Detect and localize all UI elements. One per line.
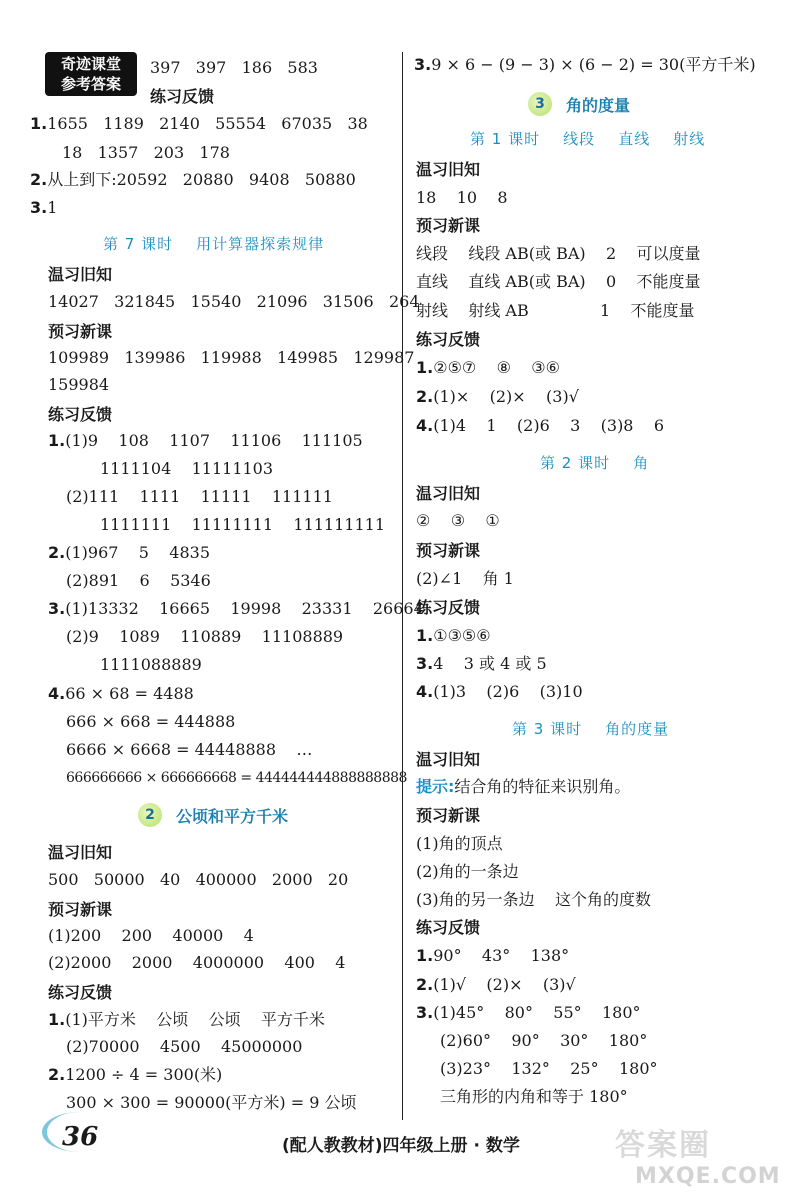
watermark-logo-text: 答案圈 bbox=[615, 1128, 711, 1163]
answer-row: 1.90° 43° 138° bbox=[416, 946, 570, 965]
answer-row: 18 1357 203 178 bbox=[62, 143, 230, 162]
answer-row: 2.1200 ÷ 4 = 300(米) bbox=[48, 1065, 223, 1084]
answer-row: (2)111 1111 11111 111111 bbox=[66, 487, 333, 506]
lesson-heading: 第 3 课时 角的度量 bbox=[512, 720, 670, 738]
answer-row: 1111088889 bbox=[100, 655, 202, 674]
answer-row: 1.②⑤⑦ ⑧ ③⑥ bbox=[416, 358, 560, 377]
answer-row: (2)891 6 5346 bbox=[66, 571, 211, 590]
brand-logo bbox=[45, 52, 137, 96]
feedback-heading: 练习反馈 bbox=[48, 983, 113, 1002]
answer-row: (2)2000 2000 4000000 400 4 bbox=[48, 953, 346, 972]
answer-row: 4.(1)4 1 (2)6 3 (3)8 6 bbox=[416, 416, 665, 435]
feedback-heading: 练习反馈 bbox=[416, 918, 481, 937]
answer-row: 666666666 × 666666668 = 444444444888888888 bbox=[66, 770, 407, 786]
answer-row: 1.1655 1189 2140 55554 67035 38 bbox=[30, 114, 368, 133]
review-heading: 温习旧知 bbox=[48, 265, 113, 284]
answer-row: 109989 139986 119988 149985 129987 bbox=[48, 348, 415, 367]
watermark bbox=[615, 1120, 790, 1200]
answer-row: 4.(1)3 (2)6 (3)10 bbox=[416, 682, 583, 701]
answer-row: 6666 × 6668 = 44448888 … bbox=[66, 740, 313, 759]
unit-number-badge: 2 bbox=[138, 803, 162, 827]
review-heading: 温习旧知 bbox=[416, 484, 481, 503]
preview-heading: 预习新课 bbox=[48, 322, 113, 341]
unit-heading bbox=[528, 92, 630, 116]
answer-row: 500 50000 40 400000 2000 20 bbox=[48, 870, 349, 889]
unit-title: 角的度量 bbox=[566, 95, 631, 115]
answer-row: 1111104 11111103 bbox=[100, 459, 274, 478]
preview-heading: 预习新课 bbox=[48, 900, 113, 919]
answer-row: 3.(1)13332 16665 19998 23331 26664 bbox=[48, 599, 424, 618]
answer-row: (2)角的一条边 bbox=[416, 862, 519, 881]
feedback-heading: 练习反馈 bbox=[150, 87, 215, 106]
answer-row: (3)角的另一条边 这个角的度数 bbox=[416, 890, 652, 909]
answer-row: 18 10 8 bbox=[416, 188, 508, 207]
answer-row: 1.(1)平方米 公顷 公顷 平方千米 bbox=[48, 1010, 325, 1029]
answer-row: 三角形的内角和等于 180° bbox=[440, 1087, 628, 1106]
answer-row: 3.(1)45° 80° 55° 180° bbox=[416, 1003, 641, 1022]
answer-row: 3.9 × 6 − (9 − 3) × (6 − 2) = 30(平方千米) bbox=[414, 55, 756, 74]
preview-heading: 预习新课 bbox=[416, 541, 481, 560]
answer-row: (2)∠1 角 1 bbox=[416, 569, 514, 588]
preview-heading: 预习新课 bbox=[416, 216, 481, 235]
answer-row: 直线 直线 AB(或 BA) 0 不能度量 bbox=[416, 272, 701, 291]
answer-row: 300 × 300 = 90000(平方米) = 9 公顷 bbox=[66, 1093, 357, 1112]
hint-row: 提示:结合角的特征来识别角。 bbox=[416, 777, 631, 796]
answer-row: 3.1 bbox=[30, 198, 58, 217]
hint-label: 提示: bbox=[416, 777, 455, 796]
answer-row: 159984 bbox=[48, 375, 110, 394]
answer-row: 2.(1)967 5 4835 bbox=[48, 543, 211, 562]
feedback-heading: 练习反馈 bbox=[48, 405, 113, 424]
lesson-heading: 第 7 课时 用计算器探索规律 bbox=[103, 235, 325, 253]
lesson-heading: 第 1 课时 线段 直线 射线 bbox=[470, 130, 706, 148]
watermark-url: MXQE.COM bbox=[635, 1164, 781, 1189]
preview-heading: 预习新课 bbox=[416, 806, 481, 825]
answer-row: (3)23° 132° 25° 180° bbox=[440, 1059, 658, 1078]
page-number: 36 bbox=[62, 1122, 99, 1152]
answer-row: 1.(1)9 108 1107 11106 111105 bbox=[48, 431, 363, 450]
brand-line-1: 奇迹课堂 bbox=[60, 55, 121, 73]
review-heading: 温习旧知 bbox=[48, 843, 113, 862]
answer-row: 射线 射线 AB 1 不能度量 bbox=[416, 301, 695, 320]
review-heading: 温习旧知 bbox=[416, 160, 481, 179]
unit-title: 公顷和平方千米 bbox=[176, 806, 289, 826]
answer-row: 4.66 × 68 = 4488 bbox=[48, 684, 194, 703]
lesson-heading: 第 2 课时 角 bbox=[540, 454, 650, 472]
answer-row: 3.4 3 或 4 或 5 bbox=[416, 654, 547, 673]
intro-numbers: 397 397 186 583 bbox=[150, 58, 318, 77]
unit-number-badge: 3 bbox=[528, 92, 552, 116]
answer-row: ② ③ ① bbox=[416, 511, 500, 530]
answer-row: (2)70000 4500 45000000 bbox=[66, 1037, 303, 1056]
answer-row: 1111111 11111111 111111111 bbox=[100, 515, 385, 534]
answer-row: (1)200 200 40000 4 bbox=[48, 926, 254, 945]
feedback-heading: 练习反馈 bbox=[416, 598, 481, 617]
answer-row: 2.(1)√ (2)× (3)√ bbox=[416, 975, 576, 994]
book-title: (配人教教材)四年级上册 · 数学 bbox=[282, 1136, 520, 1156]
answer-row: (2)9 1089 110889 11108889 bbox=[66, 627, 344, 646]
answer-row: 2.从上到下:20592 20880 9408 50880 bbox=[30, 170, 356, 189]
answer-row: (1)角的顶点 bbox=[416, 834, 503, 853]
answer-row: 14027 321845 15540 21096 31506 264 bbox=[48, 292, 420, 311]
column-divider bbox=[402, 52, 403, 1120]
review-heading: 温习旧知 bbox=[416, 750, 481, 769]
answer-row: 1.①③⑤⑥ bbox=[416, 626, 491, 645]
feedback-heading: 练习反馈 bbox=[416, 330, 481, 349]
answer-row: 2.(1)× (2)× (3)√ bbox=[416, 387, 579, 406]
unit-heading bbox=[138, 803, 288, 827]
answer-row: 666 × 668 = 444888 bbox=[66, 712, 236, 731]
answer-row: (2)60° 90° 30° 180° bbox=[440, 1031, 648, 1050]
answer-row: 线段 线段 AB(或 BA) 2 可以度量 bbox=[416, 244, 701, 263]
brand-line-2: 参考答案 bbox=[60, 75, 121, 93]
